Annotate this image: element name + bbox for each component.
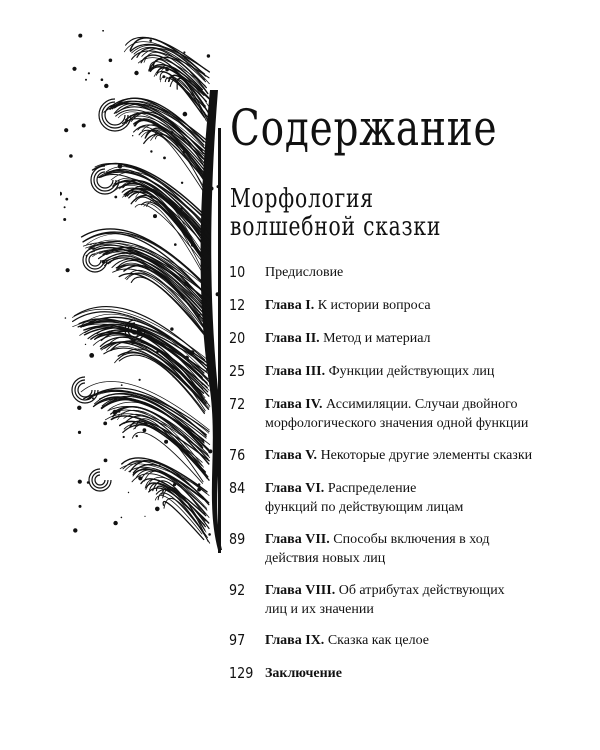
toc-entry-text (265, 581, 510, 619)
toc-page-number: 25 (229, 362, 246, 380)
toc-page-number: 84 (229, 479, 246, 497)
toc-entry-title: Метод и материал (323, 331, 431, 346)
toc-page-number: 129 (229, 664, 254, 682)
toc-entry-text (265, 664, 565, 683)
toc-page-number: 92 (229, 581, 246, 599)
toc-entry-title: Некоторые другие элементы сказки (320, 448, 533, 463)
toc-chapter-label: Глава I. (265, 298, 315, 313)
toc-entry-text (265, 395, 565, 433)
toc-page-number: 12 (229, 296, 246, 314)
toc-chapter-label: Глава VI. (265, 481, 325, 496)
toc-entry-title: Об атрибутах действующих лиц и их значении (265, 583, 505, 617)
toc-chapter-label: Глава IX. (265, 633, 325, 648)
toc-entry-title: Ассимиляции. Случаи двойного морфологического значения одной функции (265, 397, 529, 431)
feather-ornament (60, 30, 225, 560)
toc-page-number: 97 (229, 631, 246, 649)
page-title: Содержание (230, 99, 498, 157)
toc-chapter-label: Глава VII. (265, 532, 330, 547)
toc-chapter-label: Глава V. (265, 448, 318, 463)
toc-chapter-label: Глава II. (265, 331, 320, 346)
toc-entry-text (265, 446, 565, 465)
toc-entry-title: К истории вопроса (317, 298, 431, 313)
toc-chapter-label: Глава IV. (265, 397, 323, 412)
toc-chapter-label: Глава VIII. (265, 583, 336, 598)
subtitle-line-1: Морфология (230, 184, 374, 214)
toc-entry-title-bold: Заключение (265, 666, 342, 681)
toc-page-number: 76 (229, 446, 246, 464)
toc-page-number: 72 (229, 395, 246, 413)
toc-entry-text (265, 263, 565, 282)
toc-entry-text (265, 296, 565, 315)
toc-entry-title: Функции действующих лиц (328, 364, 495, 379)
toc-entry-text (265, 362, 565, 381)
toc-entry-title: Сказка как целое (327, 633, 429, 648)
toc-entry-title: Распределение функций по действующим лицам (265, 481, 464, 515)
subtitle-line-2: волшебной сказки (230, 212, 442, 242)
toc-chapter-label: Глава III. (265, 364, 326, 379)
toc-entry-text (265, 530, 520, 568)
book-subtitle (230, 185, 441, 241)
toc-page-number: 89 (229, 530, 246, 548)
toc-entry-text (265, 479, 470, 517)
toc-entry-text (265, 329, 565, 348)
toc-entry-title: Способы включения в ход действия новых лиц (265, 532, 490, 566)
vertical-rule (218, 128, 221, 553)
toc-page-number: 20 (229, 329, 246, 347)
toc-entry-text (265, 631, 565, 650)
toc-entry-title: Предисловие (265, 265, 344, 280)
toc-page-number: 10 (229, 263, 246, 281)
